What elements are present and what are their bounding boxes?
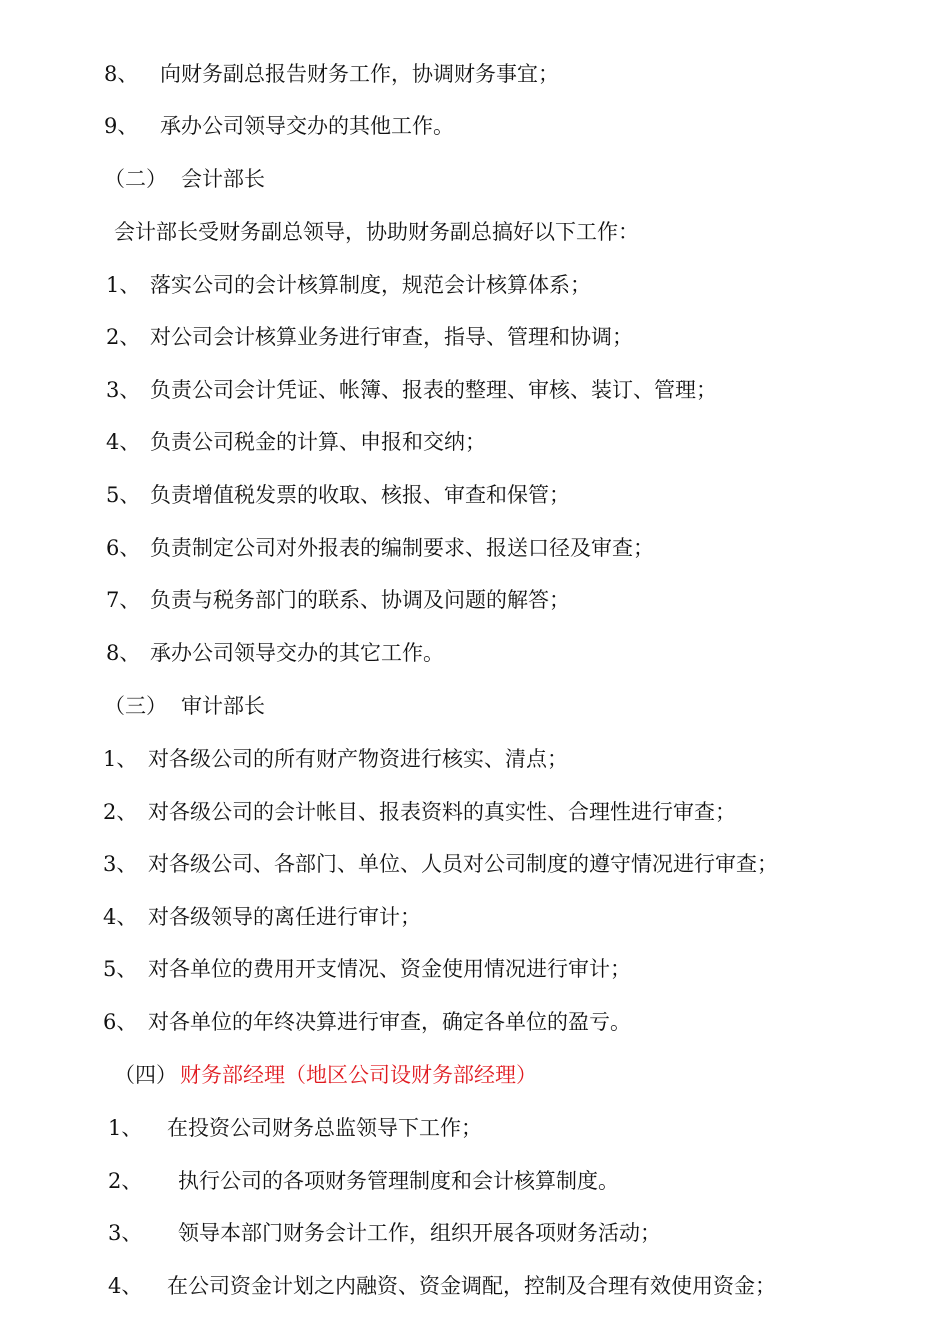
item-text: 承办公司领导交办的其它工作。: [150, 641, 444, 665]
item-text: 承办公司领导交办的其他工作。: [160, 114, 454, 138]
item-number: 5、: [106, 483, 141, 507]
item-text: 负责与税务部门的联系、协调及问题的解答；: [150, 588, 570, 612]
item-text: 对各级公司的所有财产物资进行核实、清点；: [148, 747, 568, 771]
section-number: （四）: [114, 1063, 177, 1087]
item-text: 对各级领导的离任进行审计；: [148, 905, 421, 929]
item-text: 向财务副总报告财务工作，协调财务事宜；: [160, 62, 559, 86]
item-number: 4、: [103, 905, 138, 929]
item-text: 对各级公司的会计帐目、报表资料的真实性、合理性进行审查；: [148, 800, 736, 824]
item-number: 8、: [106, 641, 141, 665]
item-number: 6、: [106, 536, 141, 560]
item-number: 3、: [103, 852, 138, 876]
item-number: 2、: [108, 1169, 143, 1193]
section-title: 会计部长: [181, 167, 265, 191]
item-text: 负责公司会计凭证、帐簿、报表的整理、审核、装订、管理；: [150, 378, 717, 402]
item-text: 执行公司的各项财务管理制度和会计核算制度。: [178, 1169, 619, 1193]
item-number: 6、: [103, 1010, 138, 1034]
item-number: 1、: [106, 273, 141, 297]
paragraph-text: 会计部长受财务副总领导，协助财务副总搞好以下工作：: [114, 220, 639, 244]
item-number: 3、: [106, 378, 141, 402]
section-title-highlighted: 财务部经理（地区公司设财务部经理）: [180, 1063, 537, 1087]
item-number: 3、: [108, 1221, 143, 1245]
item-text: 对公司会计核算业务进行审查，指导、管理和协调；: [150, 325, 633, 349]
item-text: 负责制定公司对外报表的编制要求、报送口径及审查；: [150, 536, 654, 560]
item-text: 对各单位的费用开支情况、资金使用情况进行审计；: [148, 957, 631, 981]
item-number: 7、: [106, 588, 141, 612]
item-text: 领导本部门财务会计工作，组织开展各项财务活动；: [178, 1221, 661, 1245]
item-text: 负责增值税发票的收取、核报、审查和保管；: [150, 483, 570, 507]
section-number: （二）: [104, 167, 167, 191]
item-text: 在投资公司财务总监领导下工作；: [167, 1116, 482, 1140]
section-number: （三）: [104, 694, 167, 718]
item-text: 负责公司税金的计算、申报和交纳；: [150, 430, 486, 454]
item-number: 4、: [106, 430, 141, 454]
item-number: 1、: [108, 1116, 143, 1140]
item-text: 落实公司的会计核算制度，规范会计核算体系；: [150, 273, 591, 297]
section-title: 审计部长: [181, 694, 265, 718]
item-number: 9、: [104, 114, 139, 138]
item-number: 4、: [108, 1274, 143, 1298]
item-text: 对各级公司、各部门、单位、人员对公司制度的遵守情况进行审查；: [148, 852, 778, 876]
item-number: 5、: [103, 957, 138, 981]
item-number: 8、: [104, 62, 139, 86]
item-number: 1、: [103, 747, 138, 771]
item-text: 在公司资金计划之内融资、资金调配，控制及合理有效使用资金；: [167, 1274, 776, 1298]
item-number: 2、: [106, 325, 141, 349]
item-text: 对各单位的年终决算进行审查，确定各单位的盈亏。: [148, 1010, 631, 1034]
item-number: 2、: [103, 800, 138, 824]
